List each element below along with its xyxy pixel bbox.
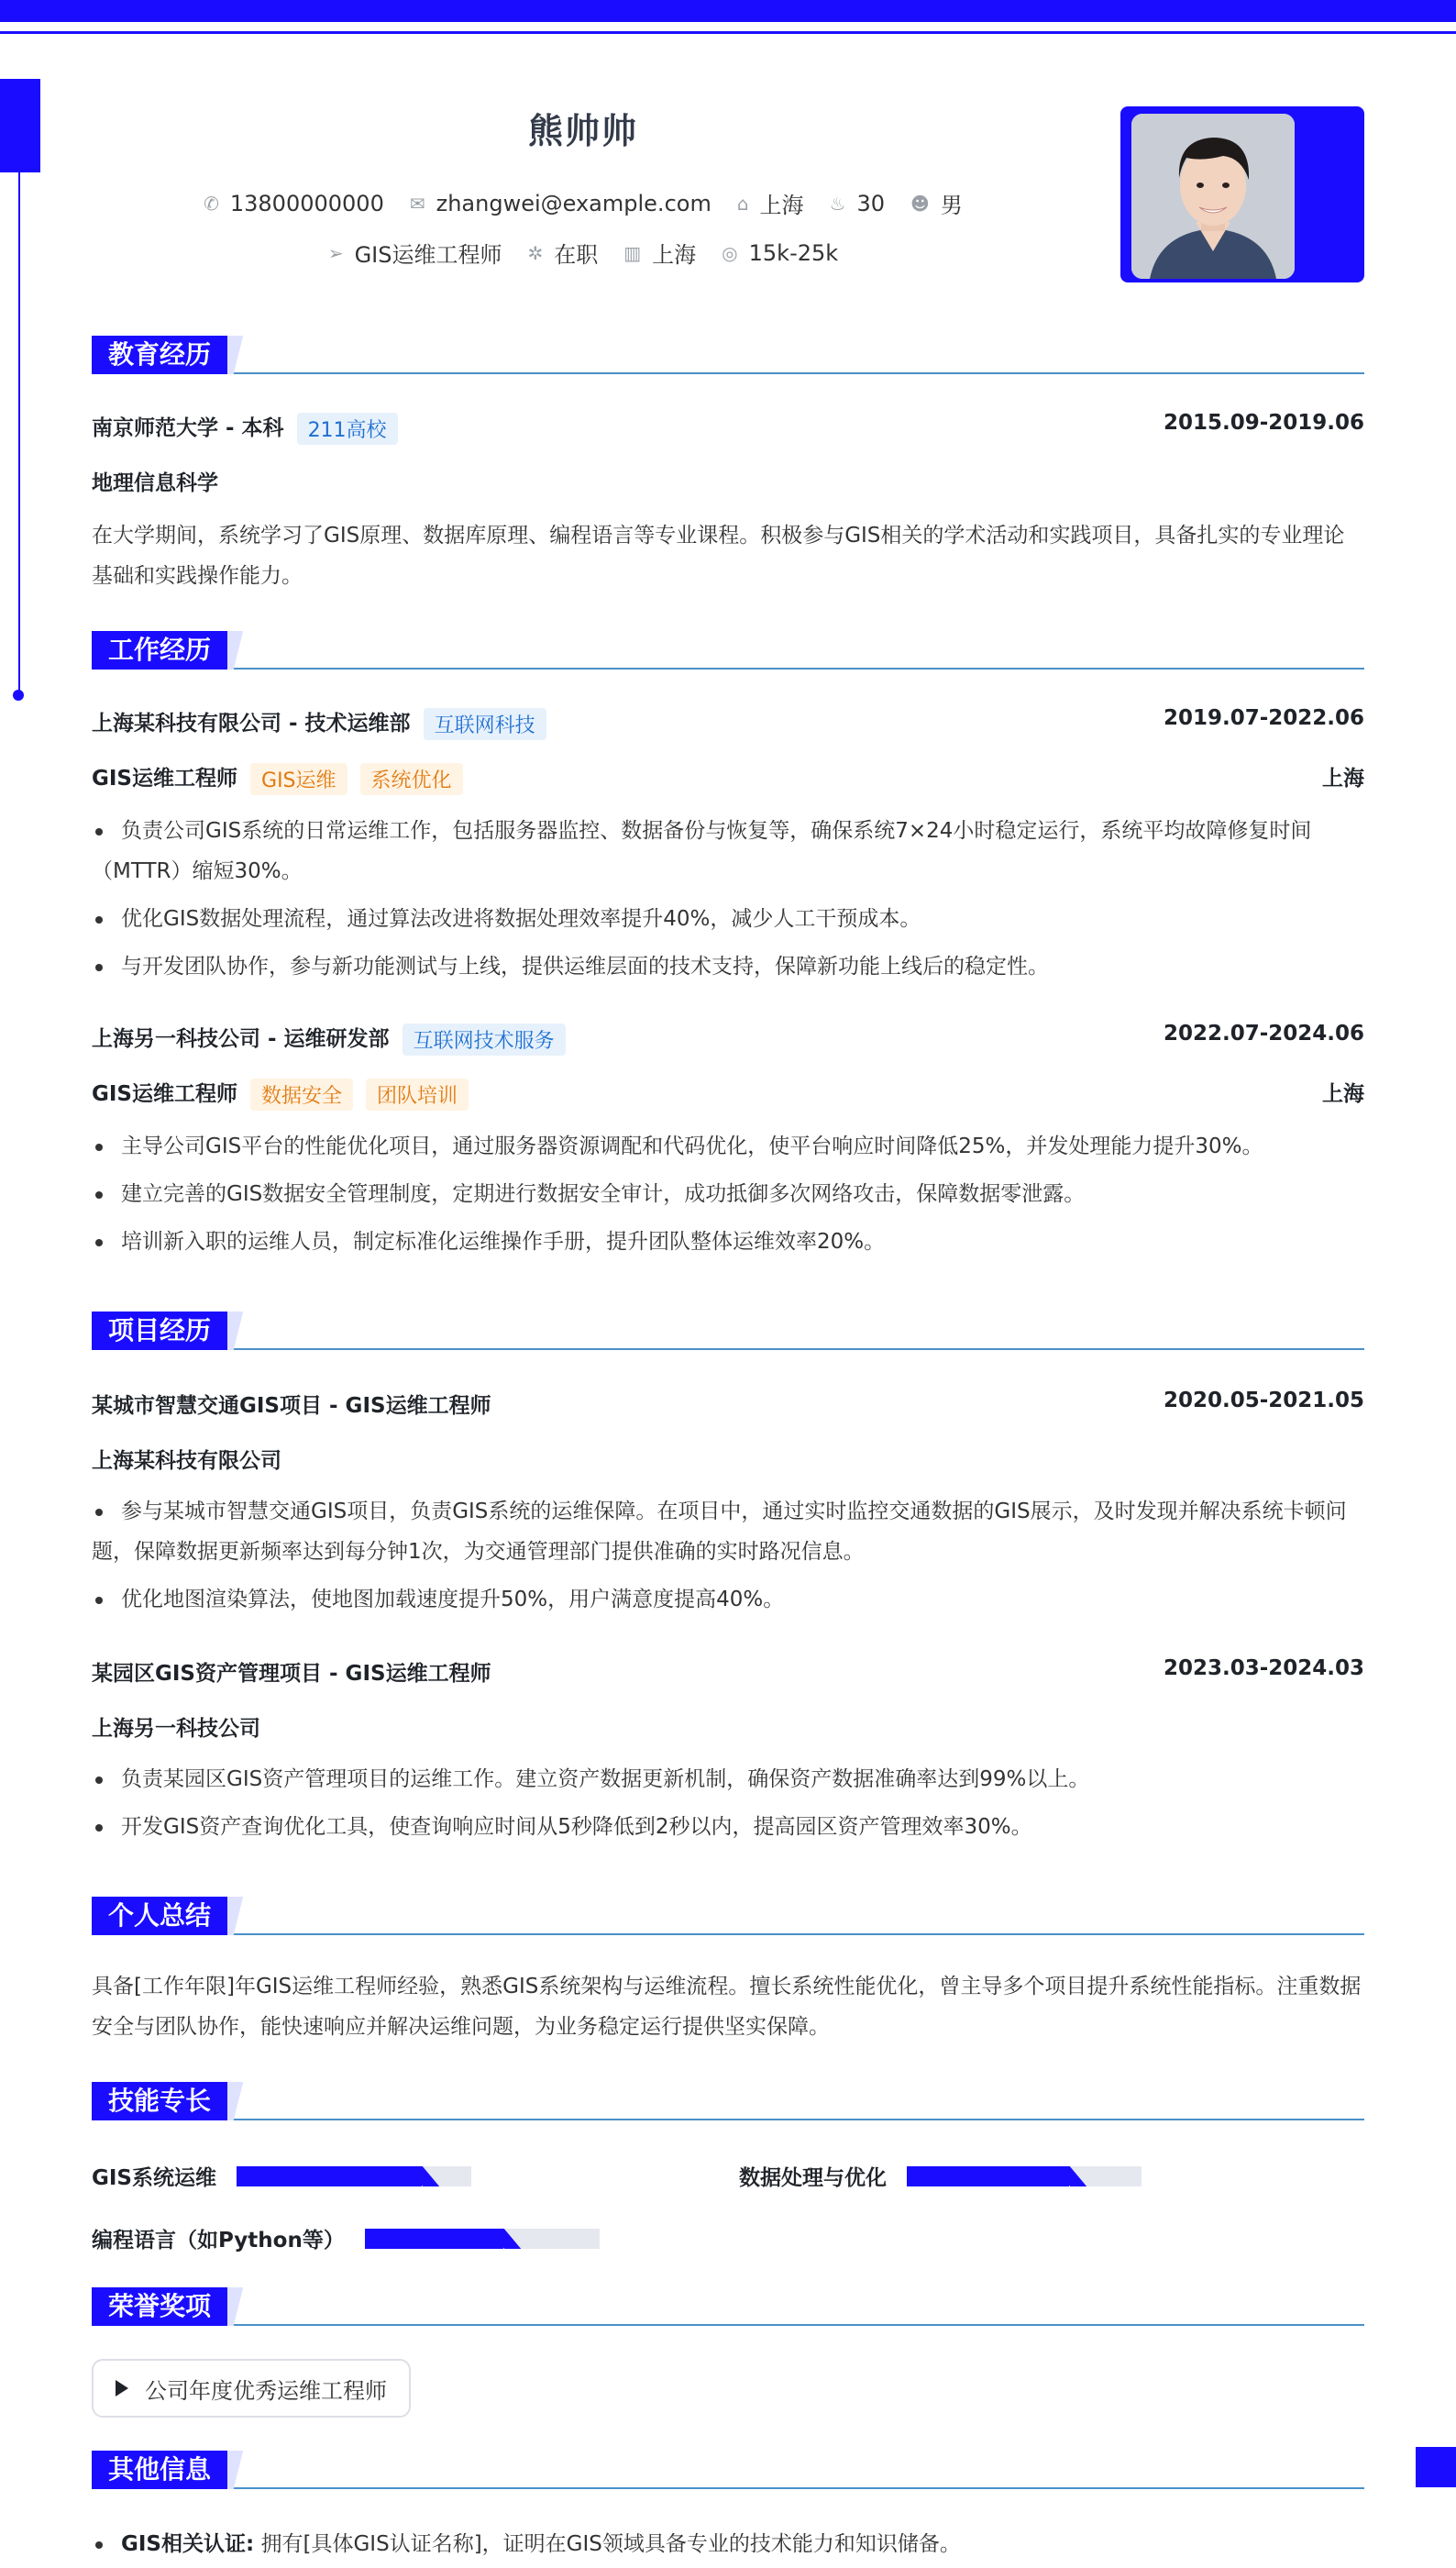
salary-info bbox=[722, 240, 838, 266]
phone-icon: ✆ bbox=[204, 192, 219, 215]
status-icon: ✲ bbox=[527, 241, 544, 264]
city-info bbox=[737, 187, 804, 219]
section-title: 其他信息 bbox=[92, 2451, 227, 2489]
caret-right-icon bbox=[116, 2380, 128, 2396]
project-date: 2020.05-2021.05 bbox=[1163, 1389, 1364, 1412]
gender-info bbox=[910, 187, 963, 219]
project-title: 某城市智慧交通GIS项目 - GIS运维工程师 bbox=[92, 1394, 491, 1418]
award-text: 公司年度优秀运维工程师 bbox=[145, 2377, 387, 2404]
work-1-bullet-1: 负责公司GIS系统的日常运维工作，包括服务器监控、数据备份与恢复等，确保系统7×24小时稳定运行，系统平均故障修复时间（MTTR）缩短30%。 bbox=[92, 811, 1364, 891]
send-icon: ➢ bbox=[327, 241, 344, 264]
section-title: 项目经历 bbox=[92, 1312, 227, 1350]
position-text: GIS运维工程师 bbox=[354, 242, 502, 268]
work-2-header bbox=[92, 1022, 1364, 1056]
company-name: 上海另一科技公司 - 运维研发部 bbox=[92, 1027, 390, 1051]
skill-tag: 数据安全 bbox=[250, 1079, 353, 1111]
other-label: GIS相关认证: bbox=[121, 2532, 255, 2556]
project-2-bullet-1: 负责某园区GIS资产管理项目的运维工作。建立资产数据更新机制，确保资产数据准确率达到99%以上。 bbox=[92, 1759, 1364, 1799]
phone-info bbox=[204, 191, 384, 216]
project-1-bullet-2: 优化地图渲染算法，使地图加载速度提升50%，用户满意度提高40%。 bbox=[92, 1579, 1364, 1620]
skill-tag: 系统优化 bbox=[360, 763, 463, 795]
work-date: 2019.07-2022.06 bbox=[1163, 706, 1364, 730]
other-bullet-1 bbox=[92, 2524, 1364, 2564]
skill-name: GIS系统运维 bbox=[92, 2166, 217, 2190]
role-title: GIS运维工程师 bbox=[92, 1082, 238, 1106]
status-info bbox=[528, 237, 599, 269]
phone-text: 13800000000 bbox=[229, 190, 384, 216]
skill-name: 编程语言（如Python等） bbox=[92, 2229, 345, 2253]
skill-tag: GIS运维 bbox=[250, 763, 347, 795]
work-1-header bbox=[92, 706, 1364, 740]
skill-bar-fill bbox=[907, 2166, 1069, 2186]
work-1-bullet-3: 与开发团队协作，参与新功能测试与上线，提供运维层面的技术支持，保障新功能上线后的稳定性。 bbox=[92, 946, 1364, 987]
contact-row bbox=[0, 187, 1166, 219]
candidate-name: 熊帅帅 bbox=[527, 111, 638, 151]
city-text: 上海 bbox=[759, 193, 804, 218]
skill-name: 数据处理与优化 bbox=[739, 2166, 887, 2190]
top-accent-line bbox=[0, 31, 1456, 34]
skill-bar-fill bbox=[237, 2166, 422, 2186]
salary-text: 15k-25k bbox=[748, 239, 839, 266]
skill-bar bbox=[907, 2166, 1142, 2186]
email-info bbox=[410, 191, 711, 216]
education-description: 在大学期间，系统学习了GIS原理、数据库原理、编程语言等专业课程。积极参与GIS相关的学术活动和实践项目，具备扎实的专业理论基础和实践操作能力。 bbox=[92, 524, 1345, 588]
top-accent-bar bbox=[0, 0, 1456, 22]
project-1-header bbox=[92, 1389, 1364, 1419]
section-summary bbox=[92, 1897, 1364, 1935]
avatar-portrait bbox=[1131, 114, 1295, 279]
work-2-bullet-1: 主导公司GIS平台的性能优化项目，通过服务器资源调配和代码优化，使平台响应时间降低25%，并发处理能力提升30%。 bbox=[92, 1126, 1364, 1167]
work-2-role bbox=[92, 1077, 1364, 1111]
school-tag: 211高校 bbox=[297, 413, 398, 445]
skill-bar bbox=[237, 2166, 471, 2186]
project-1-bullet-1: 参与某城市智慧交通GIS项目，负责GIS系统的运维保障。在项目中，通过实时监控交通数据的GIS展示，及时发现并解决系统卡顿问题，保障数据更新频率达到每分钟1次，为交通管理部门提供准确的实时路况信息。 bbox=[92, 1491, 1364, 1572]
section-title: 工作经历 bbox=[92, 631, 227, 670]
avatar bbox=[1131, 114, 1295, 279]
work-1-bullet-2: 优化GIS数据处理流程，通过算法改进将数据处理效率提升40%，减少人工干预成本。 bbox=[92, 899, 1364, 939]
position-info bbox=[328, 237, 502, 269]
role-title: GIS运维工程师 bbox=[92, 767, 238, 791]
home-icon: ⌂ bbox=[736, 192, 749, 215]
section-other bbox=[92, 2451, 1364, 2489]
school-name: 南京师范大学 - 本科 bbox=[92, 416, 284, 440]
education-date: 2015.09-2019.06 bbox=[1163, 411, 1364, 435]
gender-text: 男 bbox=[940, 193, 963, 218]
work-2-bullet-3: 培训新入职的运维人员，制定标准化运维操作手册，提升团队整体运维效率20%。 bbox=[92, 1222, 1364, 1262]
section-title: 教育经历 bbox=[92, 336, 227, 374]
project-2-bullet-2: 开发GIS资产查询优化工具，使查询响应时间从5秒降低到2秒以内，提高园区资产管理效率30%。 bbox=[92, 1807, 1364, 1847]
salary-icon: ◎ bbox=[722, 241, 738, 264]
skill-3 bbox=[92, 2223, 600, 2253]
work-location: 上海 bbox=[1322, 1082, 1364, 1106]
section-projects bbox=[92, 1312, 1364, 1350]
section-awards bbox=[92, 2287, 1364, 2326]
project-1-company: 上海某科技有限公司 bbox=[92, 1449, 281, 1473]
project-2-header bbox=[92, 1656, 1364, 1687]
work-date: 2022.07-2024.06 bbox=[1163, 1022, 1364, 1046]
mail-icon: ✉ bbox=[409, 192, 425, 215]
status-text: 在职 bbox=[554, 242, 599, 268]
skill-tag: 团队培训 bbox=[366, 1079, 469, 1111]
age-icon: ♨ bbox=[829, 192, 846, 215]
side-accent-dot bbox=[13, 690, 24, 701]
gender-icon: ☻ bbox=[910, 192, 930, 215]
summary-text: 具备[工作年限]年GIS运维工程师经验，熟悉GIS系统架构与运维流程。擅长系统性能优化，曾主导多个项目提升系统性能指标。注重数据安全与团队协作，能快速响应并解决运维问题，为业务稳定运行提供坚实保障。 bbox=[92, 1975, 1362, 2039]
building-icon: ▥ bbox=[623, 241, 642, 264]
industry-tag: 互联网科技 bbox=[424, 708, 546, 740]
skill-2 bbox=[739, 2161, 1142, 2191]
section-title: 荣誉奖项 bbox=[92, 2287, 227, 2326]
section-education bbox=[92, 336, 1364, 374]
project-date: 2023.03-2024.03 bbox=[1163, 1656, 1364, 1680]
company-name: 上海某科技有限公司 - 技术运维部 bbox=[92, 712, 411, 736]
section-work bbox=[92, 631, 1364, 670]
work-location: 上海 bbox=[1322, 767, 1364, 791]
section-title: 技能专长 bbox=[92, 2082, 227, 2120]
work-1-role bbox=[92, 761, 1364, 795]
project-title: 某园区GIS资产管理项目 - GIS运维工程师 bbox=[92, 1662, 491, 1686]
age-info bbox=[830, 191, 885, 216]
skill-1 bbox=[92, 2161, 471, 2191]
other-text: 拥有[具体GIS认证名称]，证明在GIS领域具备专业的技术能力和知识储备。 bbox=[260, 2532, 961, 2556]
education-major: 地理信息科学 bbox=[92, 471, 218, 495]
skill-bar-fill bbox=[365, 2229, 503, 2249]
work-city-info bbox=[623, 237, 696, 269]
project-2-company: 上海另一科技公司 bbox=[92, 1717, 260, 1741]
award-item[interactable] bbox=[92, 2359, 411, 2418]
work-2-bullet-2: 建立完善的GIS数据安全管理制度，定期进行数据安全审计，成功抵御多次网络攻击，保障数据零泄露。 bbox=[92, 1174, 1364, 1214]
industry-tag: 互联网技术服务 bbox=[403, 1024, 566, 1056]
section-title: 个人总结 bbox=[92, 1897, 227, 1935]
age-text: 30 bbox=[856, 190, 886, 216]
skill-bar bbox=[365, 2229, 600, 2249]
education-header bbox=[92, 411, 1364, 445]
section-skills bbox=[92, 2082, 1364, 2120]
email-text: zhangwei@example.com bbox=[436, 190, 711, 216]
work-city-text: 上海 bbox=[652, 242, 697, 268]
job-intent-row bbox=[0, 237, 1166, 269]
right-accent-square bbox=[1416, 2447, 1456, 2487]
